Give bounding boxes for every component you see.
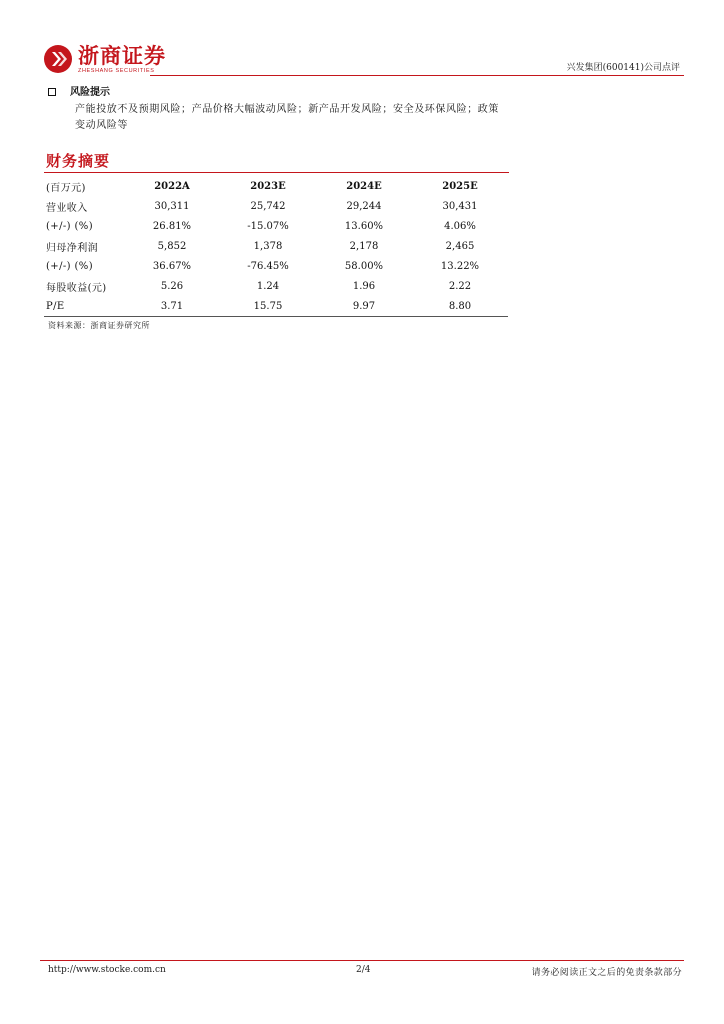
footer-disclaimer: 请务必阅读正文之后的免责条款部分 [531,968,682,978]
table-cell: 5,852 [157,240,187,252]
row-label: 营业收入 [46,202,88,214]
footer-url-link[interactable]: http://www.stocke.com.cn [48,965,166,975]
zheshang-logo-icon [43,44,73,74]
table-cell: -76.45% [247,260,289,272]
table-cell: 29,244 [346,200,382,212]
data-source-note: 资料来源：浙商证券研究所 [48,321,150,330]
row-label: (+/-) (%) [46,220,94,232]
year-header: 2024E [346,180,382,192]
report-label: 兴发集团(600141)公司点评 [566,63,680,73]
table-cell: 2,465 [445,240,475,252]
row-label: (+/-) (%) [46,260,94,272]
table-cell: 1.24 [256,280,280,292]
table-cell: -15.07% [247,220,289,232]
table-row [44,256,508,276]
financial-summary-table [44,176,508,317]
year-header: 2023E [250,180,286,192]
table-row [44,216,508,236]
square-bullet-icon [48,88,56,96]
table-row [44,236,508,256]
footer-divider [40,960,684,961]
section-divider [44,172,509,173]
table-cell: 13.60% [344,220,384,232]
table-cell: 1.96 [352,280,376,292]
header-divider [150,75,684,76]
row-label: P/E [44,296,124,317]
table-cell: 30,311 [154,200,190,212]
brand-name: 浙商证券 [78,44,166,68]
table-cell: 26.81% [152,220,192,232]
table-cell: 13.22% [440,260,480,272]
table-cell: 58.00% [344,260,384,272]
table-header-row [44,176,508,196]
table-cell: 3.71 [124,296,220,317]
table-cell: 25,742 [250,200,286,212]
table-cell: 2,178 [349,240,379,252]
financial-summary-title: 财务摘要 [46,152,111,170]
page-header [40,40,684,78]
year-header: 2025E [442,180,478,192]
row-label: 每股收益(元) [46,282,107,294]
risk-section [48,86,508,134]
risk-text: 产能投放不及预期风险；产品价格大幅波动风险；新产品开发风险；安全及环保风险；政策变动风险等 [75,104,499,131]
table-cell: 1,378 [253,240,283,252]
table-cell: 4.06% [444,220,476,232]
table-cell: 15.75 [220,296,316,317]
page-number: 2/4 [356,965,371,975]
unit-label: (百万元) [46,182,86,194]
table-cell: 9.97 [316,296,412,317]
brand-subtitle: ZHESHANG SECURITIES [78,68,155,74]
risk-title: 风险提示 [70,87,110,98]
table-cell: 30,431 [442,200,478,212]
year-header: 2022A [154,180,190,192]
table-row [44,276,508,296]
table-row [44,196,508,216]
row-label: 归母净利润 [46,242,98,254]
table-row [44,296,508,317]
table-cell: 2.22 [448,280,472,292]
table-cell: 8.80 [412,296,508,317]
table-cell: 36.67% [152,260,192,272]
table-cell: 5.26 [160,280,184,292]
